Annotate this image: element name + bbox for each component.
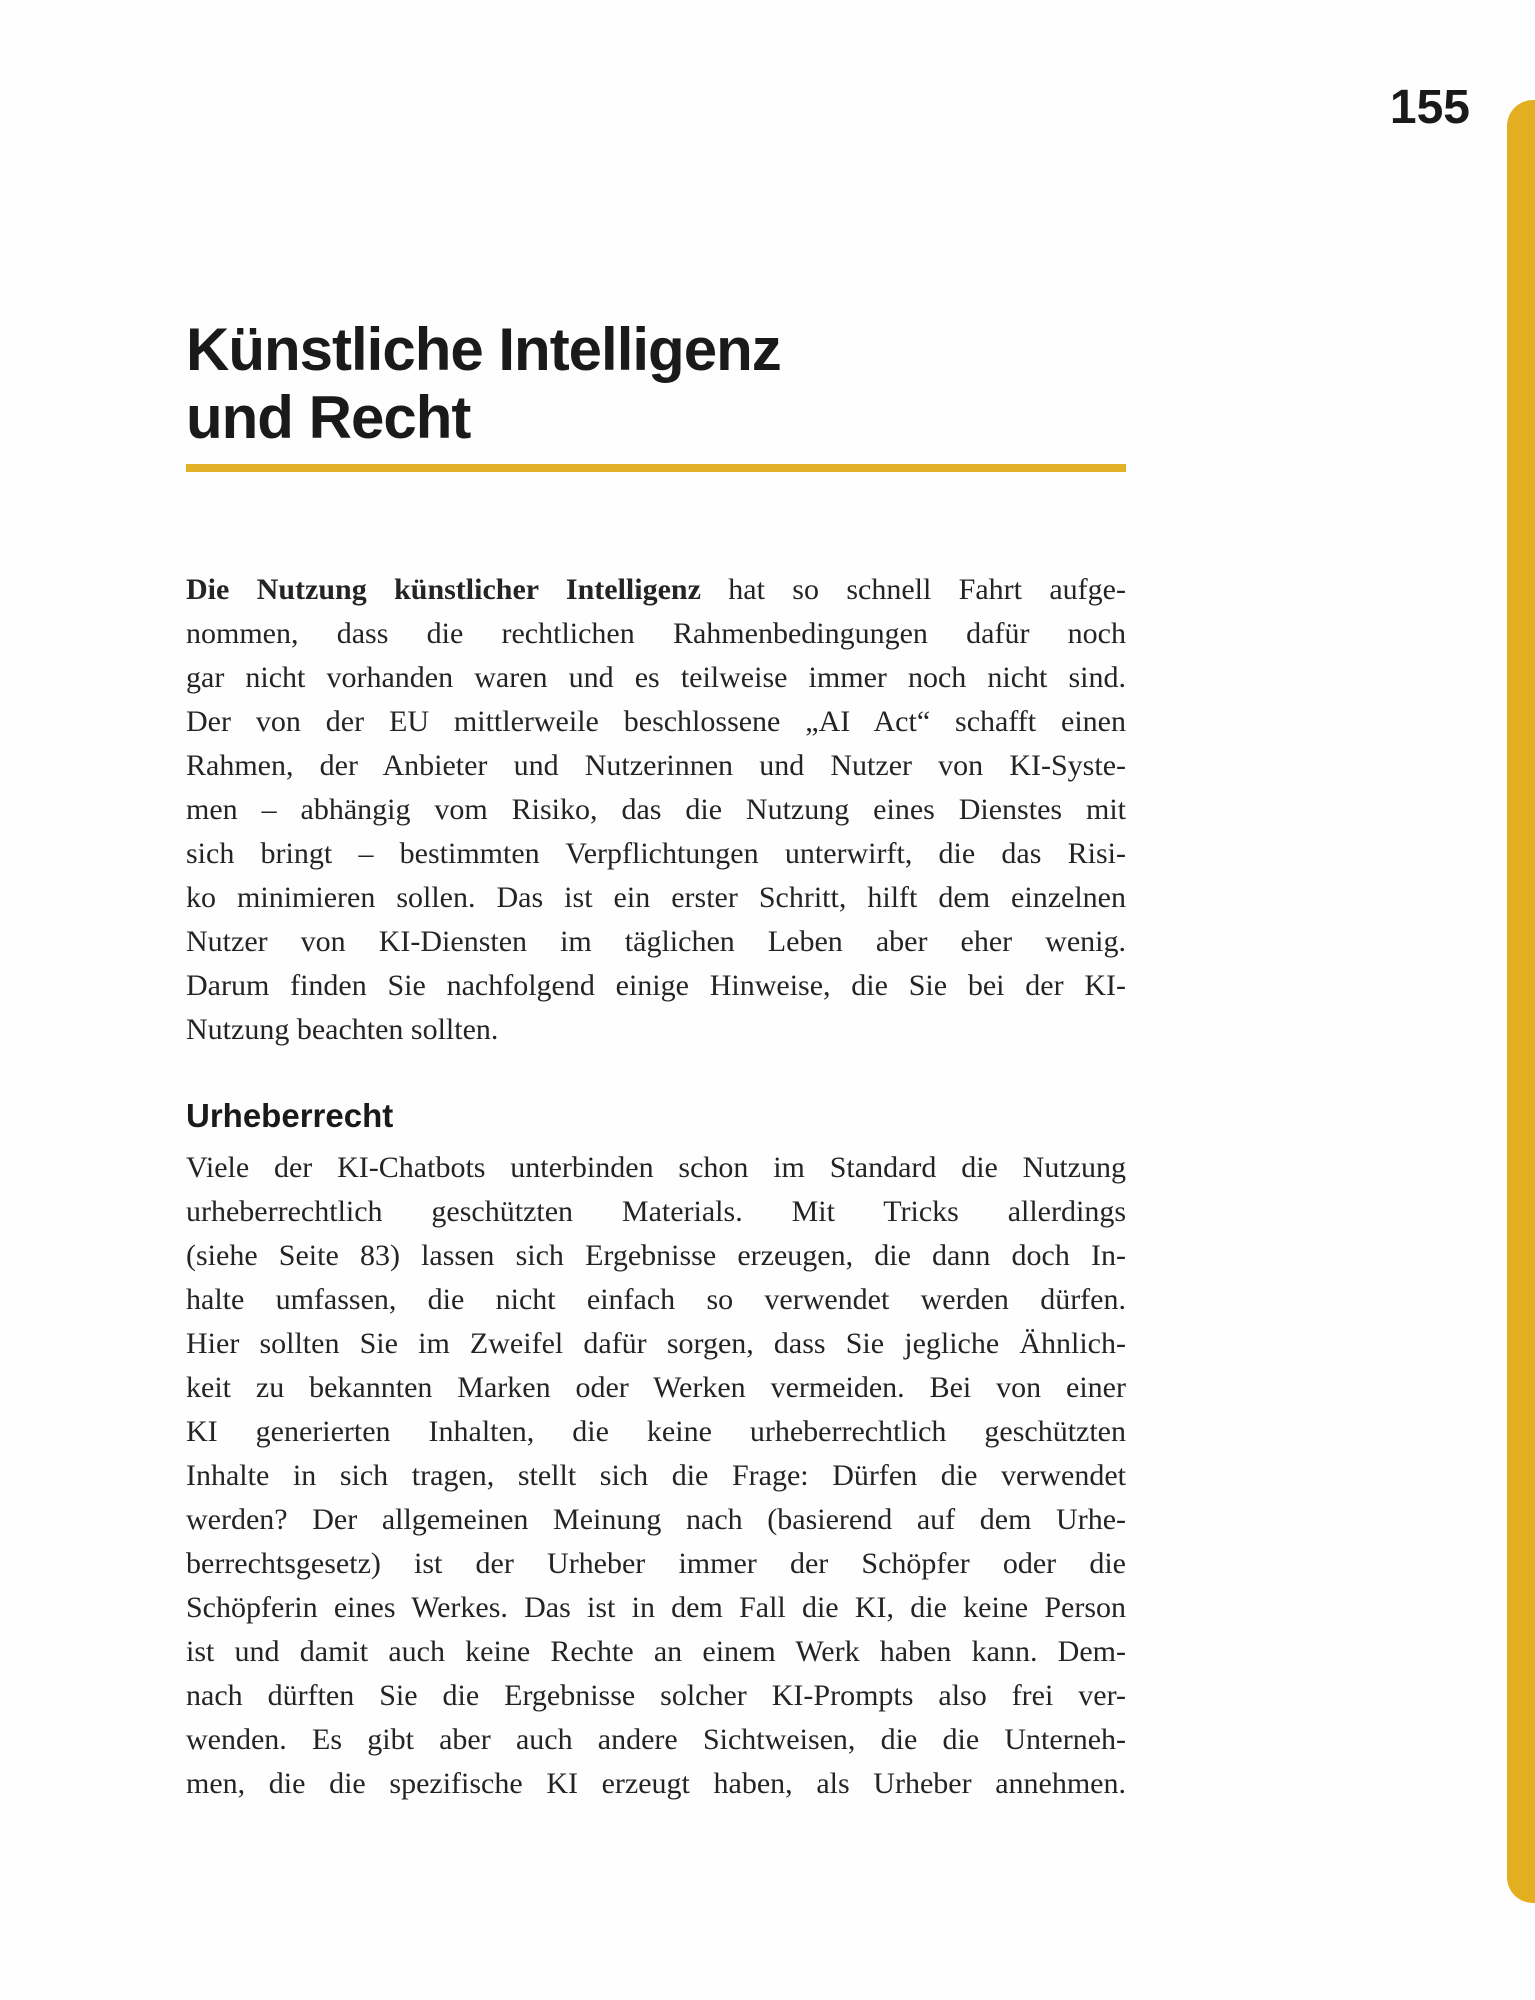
text-line: men – abhängig vom Risiko, das die Nutzung eines Dienstes mit [186, 793, 1126, 826]
text-line: Viele der KI-Chatbots unterbinden schon im Standard die Nutzung [186, 1151, 1126, 1184]
text-line: ist und damit auch keine Rechte an einem Werk haben kann. Dem- [186, 1635, 1126, 1668]
text-line: wenden. Es gibt aber auch andere Sichtweisen, die die Unterneh- [186, 1723, 1126, 1756]
text-line: nach dürften Sie die Ergebnisse solcher KI-Prompts also frei ver- [186, 1679, 1126, 1712]
text-line: ko minimieren sollen. Das ist ein erster Schritt, hilft dem einzelnen [186, 881, 1126, 914]
title-underline-rule [186, 464, 1126, 472]
text-line: berrechtsgesetz) ist der Urheber immer der Schöpfer oder die [186, 1547, 1126, 1580]
text-line: Nutzer von KI-Diensten im täglichen Leben aber eher wenig. [186, 925, 1126, 958]
text-line: werden? Der allgemeinen Meinung nach (basierend auf dem Urhe- [186, 1503, 1126, 1536]
text-line: urheberrechtlich geschützten Materials. Mit Tricks allerdings [186, 1195, 1126, 1228]
text-line: gar nicht vorhanden waren und es teilweise immer noch nicht sind. [186, 661, 1126, 694]
text-line: sich bringt – bestimmten Verpflichtungen unterwirft, die das Risi- [186, 837, 1126, 870]
text-line: Nutzung beachten sollten. [186, 1013, 499, 1046]
text-line: keit zu bekannten Marken oder Werken vermeiden. Bei von einer [186, 1371, 1126, 1404]
chapter-edge-tab [1507, 100, 1535, 1903]
chapter-title [186, 316, 1186, 452]
text-line: Die Nutzung künstlicher Intelligenz hat so schnell Fahrt aufge- [186, 573, 1126, 606]
text-line: Rahmen, der Anbieter und Nutzerinnen und Nutzer von KI-Syste- [186, 749, 1126, 782]
text-line: Darum finden Sie nachfolgend einige Hinweise, die Sie bei der KI- [186, 969, 1126, 1002]
chapter-title-line-1: Künstliche Intelligenz [186, 316, 781, 383]
text-line: Hier sollten Sie im Zweifel dafür sorgen, dass Sie jegliche Ähnlich- [186, 1327, 1126, 1360]
text-line: nommen, dass die rechtlichen Rahmenbedingungen dafür noch [186, 617, 1126, 650]
text-line: halte umfassen, die nicht einfach so verwendet werden dürfen. [186, 1283, 1126, 1316]
chapter-title-line-2: und Recht [186, 384, 471, 451]
text-line: (siehe Seite 83) lassen sich Ergebnisse erzeugen, die dann doch In- [186, 1239, 1126, 1272]
intro-paragraph [186, 568, 1126, 1052]
text-line: men, die die spezifische KI erzeugt haben, als Urheber annehmen. [186, 1767, 1126, 1800]
section-heading-urheberrecht: Urheberrecht [186, 1097, 394, 1134]
text-line: KI generierten Inhalten, die keine urheberrechtlich geschützten [186, 1415, 1126, 1448]
copyright-paragraph [186, 1146, 1126, 1806]
text-line: Inhalte in sich tragen, stellt sich die Frage: Dürfen die verwendet [186, 1459, 1126, 1492]
text-line: Schöpferin eines Werkes. Das ist in dem Fall die KI, die keine Person [186, 1591, 1126, 1624]
text-line: Der von der EU mittlerweile beschlossene „AI Act“ schafft einen [186, 705, 1126, 738]
page-number: 155 [1389, 81, 1470, 134]
